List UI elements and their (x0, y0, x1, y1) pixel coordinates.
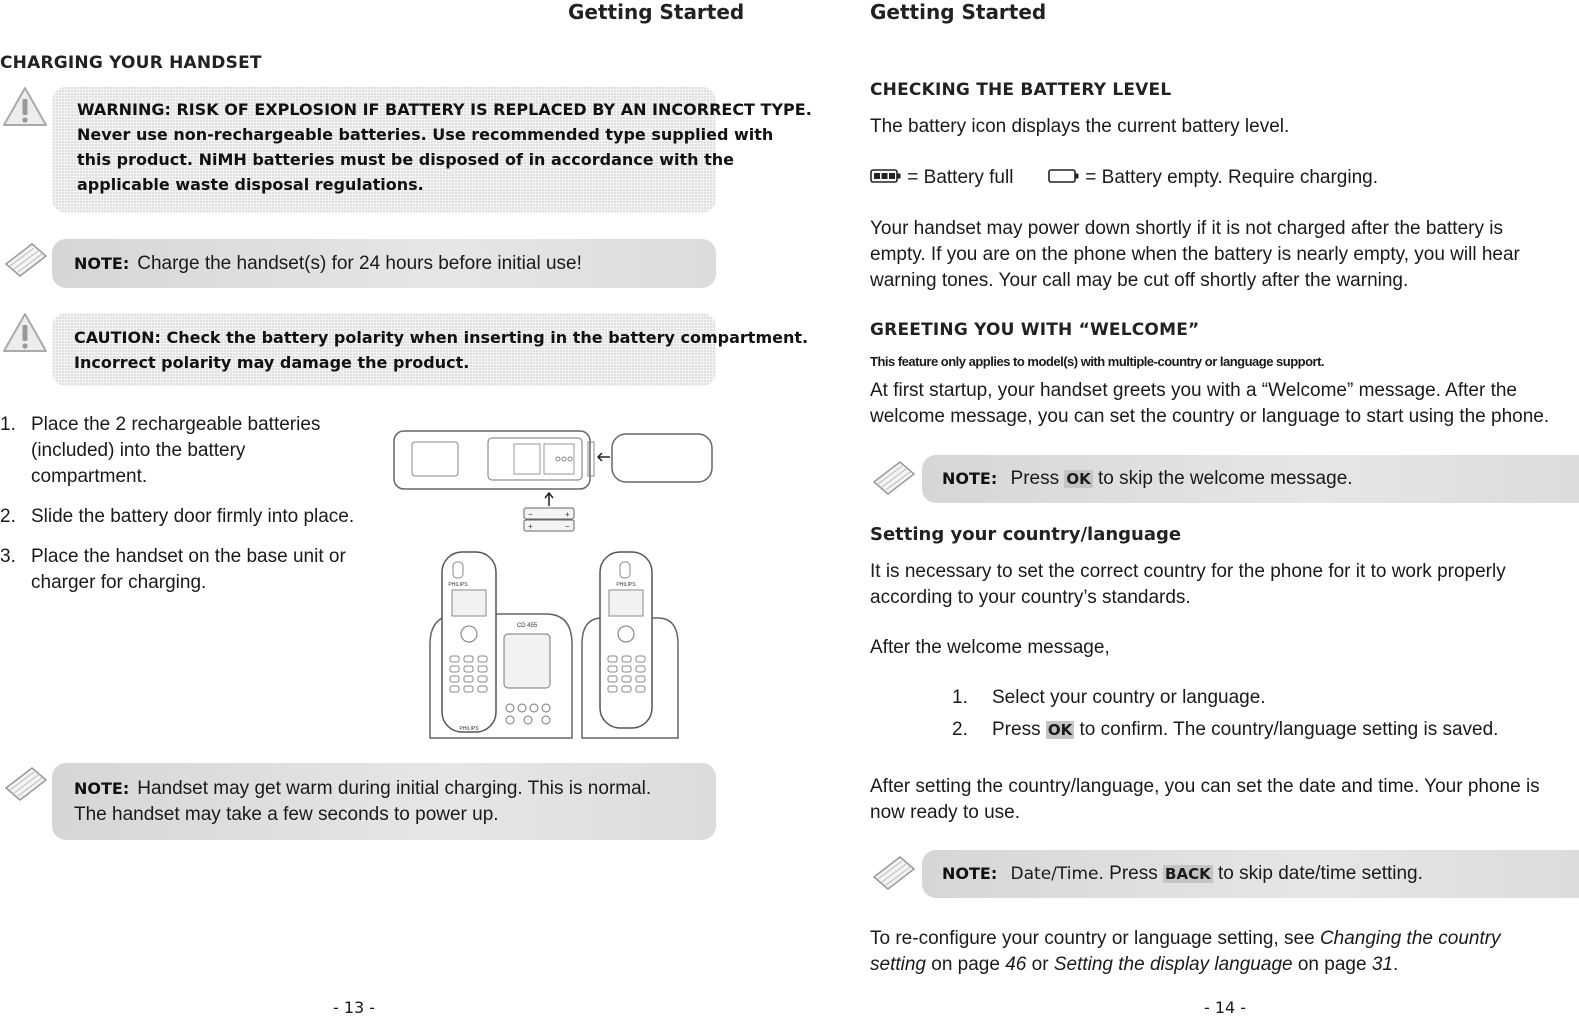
step-item (0, 412, 380, 504)
paragraph-line: now ready to use. (870, 802, 1020, 823)
caution-box (52, 313, 809, 386)
after-welcome-text: After the welcome message, (870, 637, 1110, 658)
warning-line: Never use non-rechargeable batteries. Use recommended type supplied with (77, 125, 774, 144)
paragraph-line: empty. If you are on the phone when the battery is nearly empty, you will hear (870, 244, 1520, 265)
svg-text:+: + (528, 522, 533, 531)
handset-brand-label: PHILIPS (448, 582, 468, 588)
battery-empty-icon (1048, 167, 1080, 185)
paragraph-line: welcome message, you can set the country or language to start using the phone. (870, 406, 1550, 427)
step-text: to confirm. The country/language setting is saved. (1079, 719, 1499, 740)
cross-reference-link[interactable]: setting (870, 954, 926, 975)
note-box-skip-welcome (922, 455, 1579, 503)
note-text: Handset may get warm during initial charging. This is normal. (137, 778, 652, 799)
cross-reference-link[interactable]: Setting the display language (1053, 954, 1293, 975)
page-reference[interactable]: 31 (1371, 954, 1393, 975)
warning-box (52, 87, 812, 213)
note-box-warm (52, 763, 716, 840)
caution-line: CAUTION: Check the battery polarity when inserting in the battery compartment. (74, 328, 809, 347)
note-label: NOTE: (74, 779, 130, 798)
battery-paragraph (870, 216, 1520, 294)
paragraph-line: At first startup, your handset greets you with a “Welcome” message. After the (870, 380, 1517, 401)
country-paragraph (870, 559, 1506, 611)
battery-intro: The battery icon displays the current battery level. (870, 116, 1290, 137)
note-text: Press (1010, 468, 1060, 489)
caution-icon (2, 312, 48, 354)
caution-line: Incorrect polarity may damage the product. (74, 353, 470, 372)
paragraph-line: After setting the country/language, you can set the date and time. Your phone is (870, 776, 1540, 797)
note-icon (2, 762, 50, 804)
note-text: to skip date/time setting. (1218, 863, 1423, 884)
datetime-link[interactable]: Date/Time. (1010, 864, 1104, 884)
warning-line: WARNING: RISK OF EXPLOSION IF BATTERY IS REPLACED BY AN INCORRECT TYPE. (77, 100, 812, 119)
step-line: (included) into the battery (31, 440, 246, 461)
reconfigure-paragraph (870, 926, 1501, 978)
step-line: compartment. (31, 466, 148, 487)
note-icon (870, 456, 918, 498)
note-text: to skip the welcome message. (1098, 468, 1353, 489)
left-section-title: CHARGING YOUR HANDSET (0, 53, 262, 73)
battery-empty-label: = Battery empty. Require charging. (1085, 167, 1378, 188)
note-icon (870, 851, 918, 893)
back-key: BACK (1165, 865, 1211, 883)
country-step-1 (952, 685, 1266, 711)
battery-insertion-illustration (392, 428, 716, 536)
right-header: Getting Started (870, 0, 1047, 24)
note-box-skip-datetime (922, 850, 1579, 898)
svg-text:−: − (528, 510, 533, 519)
note-text: The handset may take a few seconds to power up. (74, 804, 499, 825)
warning-line: applicable waste disposal regulations. (77, 175, 424, 194)
step-line: Slide the battery door firmly into place. (31, 506, 355, 527)
phone-base-illustration (428, 548, 680, 744)
paragraph-text: To re-configure your country or language setting, see (870, 928, 1315, 949)
after-setting-paragraph (870, 774, 1540, 826)
note-box-initial-charge (52, 239, 716, 288)
paragraph-text: or (1031, 954, 1049, 975)
step-item (0, 544, 380, 604)
svg-text:PHILIPS: PHILIPS (459, 726, 479, 732)
left-page-number: - 13 - (333, 998, 376, 1017)
warning-icon (2, 86, 48, 128)
left-header: Getting Started (568, 0, 745, 24)
step-item (0, 504, 380, 544)
step-number: 2. (0, 506, 16, 527)
base-model-label: CD 455 (516, 623, 538, 629)
paragraph-text: . (1392, 954, 1399, 975)
steps-list (0, 412, 380, 604)
note-text: Press (1109, 863, 1158, 884)
country-step-2 (952, 717, 1552, 743)
step-line: Place the handset on the base unit or (31, 546, 346, 567)
svg-text:−: − (565, 522, 570, 531)
step-number: 1. (952, 687, 968, 708)
greeting-paragraph (870, 378, 1549, 430)
step-line: Place the 2 rechargeable batteries (31, 414, 321, 435)
ok-key: OK (1066, 470, 1091, 488)
svg-text:PHILIPS: PHILIPS (616, 582, 636, 588)
note-text: Charge the handset(s) for 24 hours before initial use! (137, 253, 582, 274)
paragraph-line: It is necessary to set the correct country for the phone for it to work properly (870, 561, 1506, 582)
note-icon (2, 238, 50, 280)
step-text: Press (992, 719, 1041, 740)
step-number: 1. (0, 414, 16, 435)
battery-full-icon (870, 167, 902, 185)
paragraph-line: Your handset may power down shortly if it is not charged after the battery is (870, 218, 1503, 239)
step-line: charger for charging. (31, 572, 207, 593)
note-label: NOTE: (942, 469, 998, 488)
cross-reference-link[interactable]: Changing the country (1319, 928, 1501, 949)
step-text: Select your country or language. (992, 687, 1266, 708)
greeting-section-title: GREETING YOU WITH “WELCOME” (870, 320, 1200, 340)
step-number: 2. (952, 719, 968, 740)
warning-line: this product. NiMH batteries must be disposed of in accordance with the (77, 150, 734, 169)
paragraph-line: warning tones. Your call may be cut off shortly after the warning. (870, 270, 1409, 291)
paragraph-text: on page (1297, 954, 1367, 975)
ok-key: OK (1047, 721, 1073, 739)
battery-section-title: CHECKING THE BATTERY LEVEL (870, 80, 1172, 100)
step-number: 3. (0, 546, 16, 567)
paragraph-line: according to your country’s standards. (870, 587, 1191, 608)
right-page-number: - 14 - (1204, 998, 1247, 1017)
page-reference[interactable]: 46 (1005, 954, 1027, 975)
country-section-title: Setting your country/language (870, 524, 1182, 545)
paragraph-text: on page (931, 954, 1000, 975)
battery-full-label: = Battery full (907, 167, 1014, 188)
note-label: NOTE: (942, 864, 998, 883)
battery-legend (870, 165, 1378, 191)
svg-text:+: + (565, 510, 570, 519)
greeting-applies-note: This feature only applies to model(s) with multiple-country or language support. (870, 354, 1325, 369)
note-label: NOTE: (74, 254, 130, 273)
